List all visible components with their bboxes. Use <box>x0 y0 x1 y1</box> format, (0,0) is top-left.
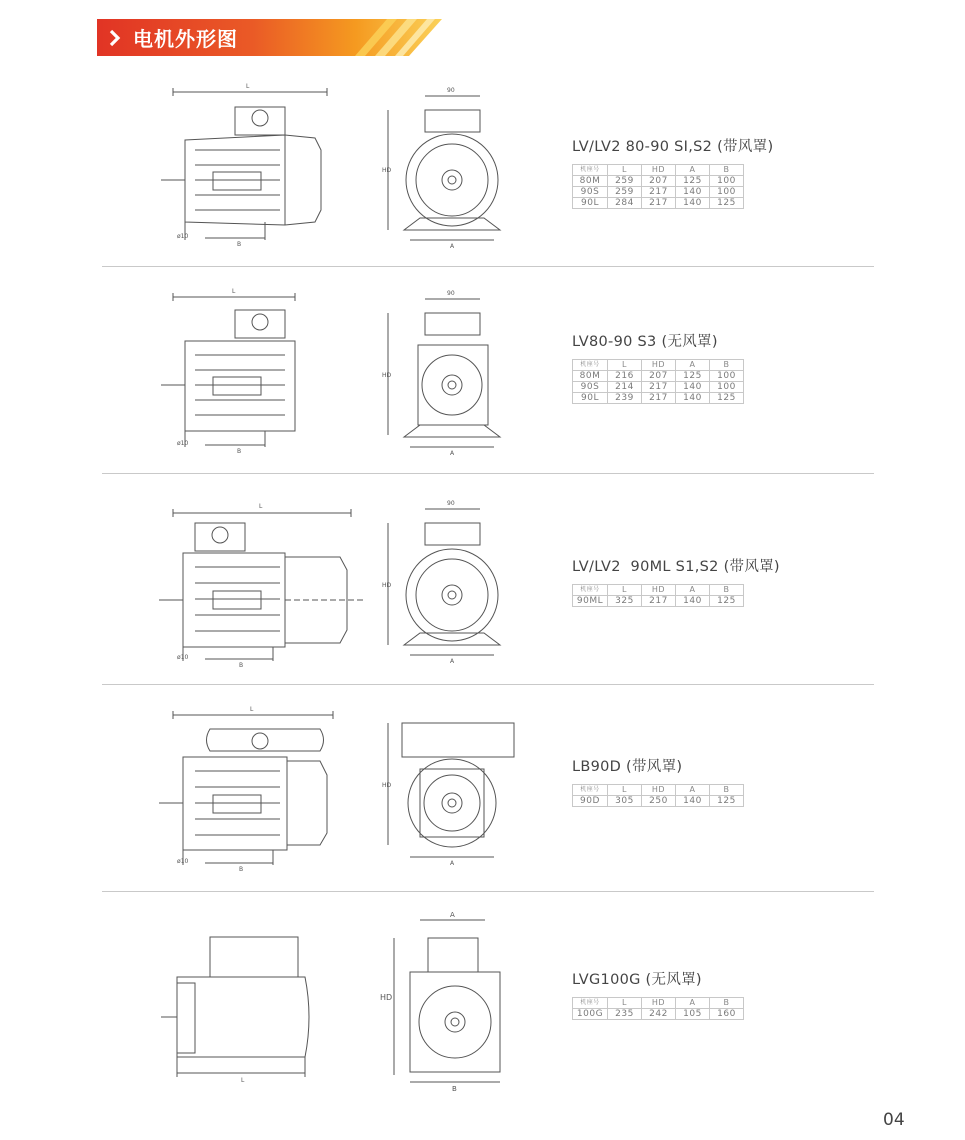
table-cell: 160 <box>710 1009 744 1020</box>
table-cell: 125 <box>676 371 710 382</box>
table-header-row <box>573 360 744 371</box>
side-view-drawing <box>155 705 355 885</box>
dim-d10-label: ø10 <box>177 440 189 447</box>
dim-b-label: B <box>239 662 244 669</box>
table-header-row <box>573 998 744 1009</box>
dim-d10-label: ø10 <box>177 858 189 865</box>
table-header-cell: B <box>710 585 744 596</box>
dimension-table <box>572 359 744 404</box>
table-cell: 325 <box>608 596 642 607</box>
table-header-cell: A <box>676 785 710 796</box>
table-cell: 140 <box>676 382 710 393</box>
table-cell: 207 <box>642 371 676 382</box>
dimension-table <box>572 997 744 1020</box>
table-cell: 100 <box>710 187 744 198</box>
table-header-cell: A <box>676 998 710 1009</box>
table-cell: 284 <box>608 198 642 209</box>
table-cell: 140 <box>676 198 710 209</box>
page-number: 04 <box>883 1110 905 1130</box>
dim-a-label: A <box>450 450 455 457</box>
dim-hd-label: HD <box>382 582 392 589</box>
spec-block <box>572 330 744 404</box>
table-cell: 305 <box>608 796 642 807</box>
motor-section-1 <box>0 75 965 270</box>
dim-l-label: L <box>232 288 236 295</box>
table-header-row <box>573 785 744 796</box>
dim-a-label: A <box>450 243 455 250</box>
dim-a-label: A <box>450 860 455 867</box>
side-view-drawing <box>155 80 355 260</box>
side-view-drawing <box>155 925 355 1110</box>
table-header-cell: B <box>710 360 744 371</box>
table-cell: 125 <box>710 596 744 607</box>
table-cell: 140 <box>676 393 710 404</box>
table-cell: 259 <box>608 187 642 198</box>
motor-section-2 <box>0 280 965 475</box>
table-header-cell: A <box>676 165 710 176</box>
table-row <box>573 198 744 209</box>
table-cell: 125 <box>676 176 710 187</box>
spec-block <box>572 968 744 1020</box>
table-cell: 242 <box>642 1009 676 1020</box>
dim-hd-label: HD <box>380 993 393 1002</box>
spec-block <box>572 135 773 209</box>
dim-d10-label: ø10 <box>177 654 189 661</box>
table-cell: 105 <box>676 1009 710 1020</box>
front-view-drawing <box>380 80 520 260</box>
table-cell: 90L <box>573 198 608 209</box>
table-header-cell: HD <box>642 360 676 371</box>
table-header-cell: L <box>608 998 642 1009</box>
table-cell: 100 <box>710 382 744 393</box>
table-header-cell: L <box>608 785 642 796</box>
dimension-table <box>572 584 744 607</box>
motor-section-3 <box>0 490 965 685</box>
section-divider <box>102 266 874 267</box>
table-cell: 235 <box>608 1009 642 1020</box>
table-cell: 140 <box>676 187 710 198</box>
dim-box-label: 90 <box>447 87 455 94</box>
table-cell: 125 <box>710 393 744 404</box>
table-header-row <box>573 585 744 596</box>
table-header-cell: HD <box>642 785 676 796</box>
section-divider <box>102 684 874 685</box>
model-title: LVG100G (无风罩) <box>572 972 702 988</box>
table-header-cell: B <box>710 785 744 796</box>
dim-hd-label: HD <box>382 782 392 789</box>
table-header-cell: A <box>676 360 710 371</box>
table-header-cell: L <box>608 585 642 596</box>
table-cell: 214 <box>608 382 642 393</box>
dim-l-label: L <box>241 1077 245 1084</box>
section-divider <box>102 473 874 474</box>
model-title: LV/LV2 80-90 SI,S2 (带风罩) <box>572 139 774 155</box>
side-view-drawing <box>155 495 365 675</box>
dim-b-label: B <box>452 1085 457 1093</box>
spec-block <box>572 555 780 607</box>
dim-l-label: L <box>250 706 254 713</box>
dim-b-label: B <box>237 241 242 248</box>
table-cell: 239 <box>608 393 642 404</box>
table-row <box>573 382 744 393</box>
table-cell: 80M <box>573 176 608 187</box>
model-title: LV80-90 S3 (无风罩) <box>572 334 718 350</box>
table-header-cell: 机座号 <box>573 998 608 1009</box>
table-header-cell: B <box>710 998 744 1009</box>
table-header-cell: A <box>676 585 710 596</box>
table-cell: 90S <box>573 382 608 393</box>
table-header-row <box>573 165 744 176</box>
table-cell: 217 <box>642 382 676 393</box>
table-row <box>573 176 744 187</box>
section-header-banner <box>97 19 442 56</box>
table-cell: 90S <box>573 187 608 198</box>
table-header-cell: B <box>710 165 744 176</box>
table-header-cell: 机座号 <box>573 360 608 371</box>
table-row <box>573 371 744 382</box>
dim-l-label: L <box>246 83 250 90</box>
table-cell: 217 <box>642 393 676 404</box>
table-cell: 259 <box>608 176 642 187</box>
motor-section-4 <box>0 700 965 890</box>
table-header-cell: HD <box>642 165 676 176</box>
table-cell: 80M <box>573 371 608 382</box>
table-row <box>573 1009 744 1020</box>
table-cell: 100 <box>710 371 744 382</box>
spec-block <box>572 755 744 807</box>
side-view-drawing <box>155 285 355 465</box>
table-header-cell: HD <box>642 585 676 596</box>
table-header-cell: HD <box>642 998 676 1009</box>
table-header-cell: 机座号 <box>573 585 608 596</box>
front-view-drawing <box>380 285 520 465</box>
dim-hd-label: HD <box>382 167 392 174</box>
table-row <box>573 187 744 198</box>
table-cell: 216 <box>608 371 642 382</box>
dim-box-label: 90 <box>447 290 455 297</box>
table-cell: 90L <box>573 393 608 404</box>
table-row <box>573 596 744 607</box>
table-row <box>573 393 744 404</box>
dim-hd-label: HD <box>382 372 392 379</box>
model-title: LB90D (带风罩) <box>572 759 683 775</box>
table-cell: 90D <box>573 796 608 807</box>
dim-l-label: L <box>259 503 263 510</box>
table-cell: 217 <box>642 198 676 209</box>
table-cell: 140 <box>676 596 710 607</box>
front-view-drawing <box>380 910 520 1095</box>
table-cell: 100G <box>573 1009 608 1020</box>
table-row <box>573 796 744 807</box>
table-cell: 140 <box>676 796 710 807</box>
dim-d10-label: ø10 <box>177 233 189 240</box>
table-header-cell: L <box>608 360 642 371</box>
front-view-drawing <box>380 495 520 675</box>
dimension-table <box>572 164 744 209</box>
dim-b-label: B <box>239 866 244 873</box>
page-title: 电机外形图 <box>133 27 238 51</box>
table-cell: 100 <box>710 176 744 187</box>
table-cell: 207 <box>642 176 676 187</box>
front-view-drawing <box>380 705 520 885</box>
table-cell: 217 <box>642 187 676 198</box>
dim-box-label: 90 <box>447 500 455 507</box>
table-cell: 250 <box>642 796 676 807</box>
table-header-cell: L <box>608 165 642 176</box>
dim-a-label: A <box>450 911 455 919</box>
dim-a-label: A <box>450 658 455 665</box>
model-title: LV/LV2 90ML S1,S2 (带风罩) <box>572 559 780 575</box>
table-header-cell: 机座号 <box>573 165 608 176</box>
motor-section-5 <box>0 900 965 1093</box>
dim-b-label: B <box>237 448 242 455</box>
table-cell: 217 <box>642 596 676 607</box>
table-cell: 125 <box>710 796 744 807</box>
table-cell: 90ML <box>573 596 608 607</box>
table-cell: 125 <box>710 198 744 209</box>
dimension-table <box>572 784 744 807</box>
table-header-cell: 机座号 <box>573 785 608 796</box>
section-divider <box>102 891 874 892</box>
